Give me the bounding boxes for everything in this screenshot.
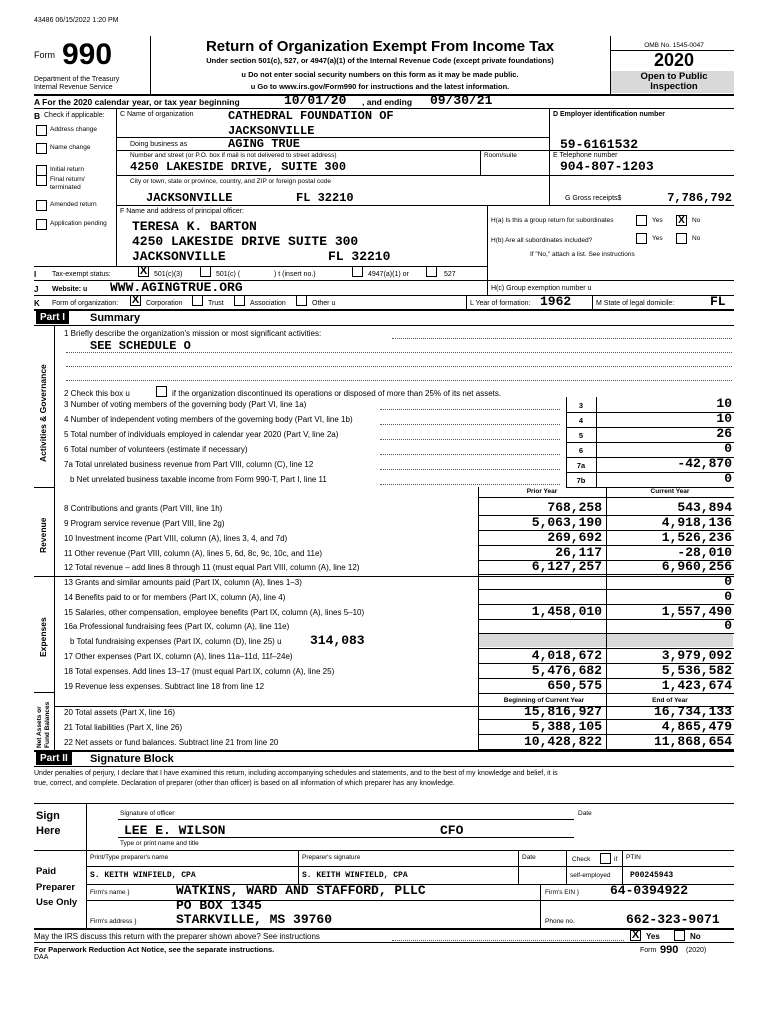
domicile-value: FL bbox=[710, 294, 726, 309]
ha-no-label: No bbox=[692, 217, 701, 224]
group-exemption-label: H(c) Group exemption number u bbox=[491, 285, 592, 292]
gov-row-value: -42,870 bbox=[677, 456, 732, 471]
room-suite-label: Room/suite bbox=[484, 152, 517, 159]
side-net-assets: Net Assets or bbox=[36, 706, 43, 748]
prior-value: 15,816,927 bbox=[523, 704, 602, 719]
current-value: 4,865,479 bbox=[661, 719, 732, 734]
tax-exempt-status-label: Tax-exempt status: bbox=[52, 271, 111, 278]
gov-row-num: 4 bbox=[578, 416, 584, 425]
gov-row-num: 7a bbox=[576, 461, 586, 470]
money-row-desc: 22 Net assets or fund balances. Subtract line 21 from line 20 bbox=[64, 738, 279, 747]
check-b-5[interactable] bbox=[36, 219, 47, 230]
preparer-phone-value: 662-323-9071 bbox=[626, 912, 720, 927]
if-label: if bbox=[614, 856, 618, 863]
preparer-phone-label: Phone no. bbox=[545, 918, 575, 925]
trust-checkbox[interactable] bbox=[192, 295, 203, 306]
b-item-label: Address change bbox=[50, 126, 97, 133]
gov-row-desc: b Net unrelated business taxable income from Form 990-T, Part I, line 11 bbox=[70, 475, 327, 484]
gov-row-value: 10 bbox=[716, 411, 732, 426]
self-employed-label: self-employed bbox=[570, 872, 611, 879]
501c-label: 501(c) ( bbox=[216, 271, 241, 278]
mission-value: SEE SCHEDULE O bbox=[90, 339, 191, 353]
gross-receipts-label: G Gross receipts$ bbox=[565, 195, 622, 202]
org-state-zip: FL 32210 bbox=[296, 191, 354, 205]
dba-label: Doing business as bbox=[130, 141, 188, 148]
hb-note: If "No," attach a list. See instructions bbox=[530, 251, 635, 258]
part-1-label: Part I bbox=[36, 311, 69, 324]
ha-yes-checkbox[interactable] bbox=[636, 215, 647, 226]
firm-address-1: PO BOX 1345 bbox=[176, 898, 262, 913]
line-j-label: J bbox=[34, 285, 39, 294]
officer-name: TERESA K. BARTON bbox=[132, 219, 257, 234]
footer-form-word: Form bbox=[640, 947, 657, 954]
line-k-label: K bbox=[34, 299, 40, 308]
money-row-desc: b Total fundraising expenses (Part IX, column (D), line 25) u bbox=[70, 637, 282, 646]
501c3-label: 501(c)(3) bbox=[154, 271, 183, 278]
org-name-2: JACKSONVILLE bbox=[228, 124, 315, 138]
money-row-desc: 17 Other expenses (Part IX, column (A), lines 11a–11d, 11f–24e) bbox=[64, 652, 293, 661]
ein-value: 59-6161532 bbox=[560, 137, 639, 152]
money-row-desc: 16a Professional fundraising fees (Part IX, column (A), line 11e) bbox=[64, 622, 290, 631]
association-label: Association bbox=[250, 300, 286, 307]
tax-year-begin: 10/01/20 bbox=[284, 93, 347, 108]
current-value: 0 bbox=[724, 618, 732, 633]
here-label: Here bbox=[36, 825, 61, 837]
money-row-desc: 15 Salaries, other compensation, employee benefits (Part IX, column (A), lines 5–10) bbox=[64, 608, 365, 617]
gov-row-desc: 4 Number of independent voting members of the governing body (Part VI, line 1b) bbox=[64, 415, 353, 424]
gov-row-desc: 3 Number of voting members of the governing body (Part VI, line 1a) bbox=[64, 400, 307, 409]
check-self-label: Check bbox=[572, 856, 591, 863]
check-b-4[interactable] bbox=[36, 200, 47, 211]
gross-receipts-value: 7,786,792 bbox=[667, 191, 732, 205]
current-value: -28,010 bbox=[677, 545, 732, 560]
penalty-text-1: Under penalties of perjury, I declare that I have examined this return, including accompanying schedules and statements, and to the best of my knowledge and belief, it is bbox=[34, 770, 558, 777]
4947-label: 4947(a)(1) or bbox=[368, 271, 409, 278]
money-row-desc: 20 Total assets (Part X, line 16) bbox=[64, 708, 176, 717]
gov-row-num: 6 bbox=[578, 446, 584, 455]
preparer-signature-value: S. KEITH WINFIELD, CPA bbox=[302, 871, 408, 880]
current-value: 11,868,654 bbox=[653, 734, 732, 749]
firm-name-value: WATKINS, WARD AND STAFFORD, PLLC bbox=[176, 883, 426, 898]
year-formation-label: L Year of formation: bbox=[470, 300, 531, 307]
b-item-label: Amended return bbox=[50, 201, 97, 208]
officer-state-zip: FL 32210 bbox=[328, 249, 391, 264]
officer-label: F Name and address of principal officer: bbox=[120, 208, 244, 215]
current-value: 1,557,490 bbox=[661, 604, 732, 619]
current-value: 4,918,136 bbox=[661, 515, 732, 530]
hb-yes-checkbox[interactable] bbox=[636, 233, 647, 244]
current-value: 1,526,236 bbox=[661, 530, 732, 545]
4947-checkbox[interactable] bbox=[352, 266, 363, 277]
prior-value: 10,428,822 bbox=[523, 734, 602, 749]
officer-signer-name: LEE E. WILSON bbox=[124, 823, 226, 838]
form-word: Form bbox=[34, 50, 55, 60]
527-checkbox[interactable] bbox=[426, 266, 437, 277]
type-name-title-label: Type or print name and title bbox=[120, 840, 199, 847]
side-activities-governance: Activities & Governance bbox=[38, 364, 48, 462]
form-subtitle: Under section 501(c), 527, or 4947(a)(1) of the Internal Revenue Code (except private foundations) bbox=[206, 56, 554, 65]
current-value: 0 bbox=[724, 589, 732, 604]
side-revenue: Revenue bbox=[38, 517, 48, 553]
prior-value: 1,458,010 bbox=[531, 604, 602, 619]
prior-value: 4,018,672 bbox=[531, 648, 602, 663]
paid-label: Paid bbox=[36, 866, 57, 877]
prior-value: 5,063,190 bbox=[531, 515, 602, 530]
telephone-value: 904-807-1203 bbox=[560, 159, 654, 174]
other-org-checkbox[interactable] bbox=[296, 295, 307, 306]
org-name-1: CATHEDRAL FOUNDATION OF bbox=[228, 109, 394, 123]
ssn-note: u Do not enter social security numbers on this form as it may be made public. bbox=[241, 70, 519, 79]
firm-name-label: Firm's name } bbox=[90, 889, 130, 896]
irs-discuss-question: May the IRS discuss this return with the preparer shown above? See instructions bbox=[34, 932, 320, 941]
ha-yes-label: Yes bbox=[652, 217, 663, 224]
prior-value: 5,476,682 bbox=[531, 663, 602, 678]
sign-label: Sign bbox=[36, 810, 60, 822]
open-public-2: Inspection bbox=[650, 81, 698, 92]
penalty-text-2: true, correct, and complete. Declaration of preparer (other than officer) is based on all information of which preparer has any knowledge. bbox=[34, 780, 455, 787]
firm-ein-label: Firm's EIN } bbox=[545, 889, 580, 896]
current-value: 5,536,582 bbox=[661, 663, 732, 678]
current-value: 3,979,092 bbox=[661, 648, 732, 663]
form-of-org-label: Form of organization: bbox=[52, 300, 119, 307]
signature-officer-label: Signature of officer bbox=[120, 810, 175, 817]
hb-no-label: No bbox=[692, 235, 701, 242]
prior-value: 768,258 bbox=[547, 500, 602, 515]
hb-no-checkbox[interactable] bbox=[676, 233, 687, 244]
side-fund-balances: Fund Balances bbox=[44, 701, 51, 748]
side-expenses: Expenses bbox=[38, 617, 48, 657]
association-checkbox[interactable] bbox=[234, 295, 245, 306]
check-applicable-label: Check if applicable: bbox=[44, 112, 105, 119]
trust-label: Trust bbox=[208, 300, 224, 307]
current-year-header: Current Year bbox=[650, 488, 690, 495]
gov-row-desc: 7a Total unrelated business revenue from Part VIII, column (C), line 12 bbox=[64, 460, 314, 469]
hb-yes-label: Yes bbox=[652, 235, 663, 242]
line-a-label: A For the 2020 calendar year, or tax year beginning bbox=[34, 97, 240, 107]
527-label: 527 bbox=[444, 271, 456, 278]
current-value: 543,894 bbox=[677, 500, 732, 515]
line-1-desc: 1 Briefly describe the organization's mission or most significant activities: bbox=[64, 329, 322, 338]
line-i-label: I bbox=[34, 270, 37, 279]
part-2-label: Part II bbox=[36, 752, 72, 765]
tax-year-big: 2020 bbox=[653, 50, 695, 70]
line-b-label: B bbox=[34, 111, 41, 121]
form-number: 990 bbox=[62, 38, 113, 71]
insert-no-label: ) t (insert no.) bbox=[274, 271, 316, 278]
gov-row-num: 5 bbox=[578, 431, 584, 440]
firm-address-2: STARKVILLE, MS 39760 bbox=[176, 912, 333, 927]
gov-row-desc: 6 Total number of volunteers (estimate if necessary) bbox=[64, 445, 248, 454]
gov-row-num: 7b bbox=[576, 476, 586, 485]
ptin-value: P00245943 bbox=[630, 871, 674, 880]
officer-city: JACKSONVILLE bbox=[132, 249, 226, 264]
prior-value: 26,117 bbox=[555, 545, 602, 560]
tax-year-end: 09/30/21 bbox=[430, 93, 493, 108]
ha-no-checkbox[interactable]: X bbox=[676, 215, 687, 226]
check-b-3[interactable] bbox=[36, 175, 47, 186]
money-row-desc: 12 Total revenue – add lines 8 through 11 (must equal Part VIII, column (A), line 12) bbox=[64, 563, 360, 572]
fundraising-expenses-inline: 314,083 bbox=[310, 633, 365, 648]
eoy-header: End of Year bbox=[652, 697, 688, 704]
prior-year-header: Prior Year bbox=[526, 488, 558, 495]
current-value: 1,423,674 bbox=[661, 678, 732, 693]
firm-ein-value: 64-0394922 bbox=[610, 883, 689, 898]
gov-row-desc: 5 Total number of individuals employed in calendar year 2020 (Part V, line 2a) bbox=[64, 430, 339, 439]
preparer-name-label: Print/Type preparer's name bbox=[90, 854, 169, 861]
501c3-checkbox[interactable]: X bbox=[139, 265, 148, 277]
goto-note: u Go to www.irs.gov/Form990 for instructions and the latest information. bbox=[250, 82, 510, 91]
open-public-1: Open to Public bbox=[640, 71, 708, 82]
street-label: Number and street (or P.O. box if mail is not delivered to street address) bbox=[130, 152, 337, 159]
ha-question: H(a) Is this a group return for subordinates bbox=[491, 217, 614, 224]
preparer-date-label: Date bbox=[522, 854, 536, 861]
gov-row-value: 10 bbox=[716, 396, 732, 411]
org-street: 4250 LAKESIDE DRIVE, SUITE 300 bbox=[130, 160, 347, 174]
501c-checkbox[interactable] bbox=[200, 266, 211, 277]
b-item-label: Application pending bbox=[50, 220, 107, 227]
part-2-title: Signature Block bbox=[90, 753, 174, 765]
check-b-1[interactable] bbox=[36, 143, 47, 154]
gov-row-num: 3 bbox=[578, 401, 584, 410]
firm-address-label: Firm's address } bbox=[90, 918, 137, 925]
current-value: 0 bbox=[724, 574, 732, 589]
preparer-name-value: S. KEITH WINFIELD, CPA bbox=[90, 871, 196, 880]
b-item-label: Initial return bbox=[50, 166, 84, 173]
daa-label: DAA bbox=[34, 954, 49, 961]
corporation-checkbox[interactable]: X bbox=[131, 294, 140, 306]
telephone-label: E Telephone number bbox=[553, 152, 618, 159]
money-row-desc: 10 Investment income (Part VIII, column (A), lines 3, 4, and 7d) bbox=[64, 534, 288, 543]
gov-row-value: 0 bbox=[724, 471, 732, 486]
ein-label: D Employer identification number bbox=[553, 111, 666, 118]
b-item-label: Name change bbox=[50, 144, 91, 151]
form-title: Return of Organization Exempt From Income Tax bbox=[205, 38, 555, 55]
current-value: 6,960,256 bbox=[661, 559, 732, 574]
irs-label: Internal Revenue Service bbox=[34, 84, 113, 91]
officer-signer-title: CFO bbox=[440, 823, 464, 838]
discuss-yes-label: Yes bbox=[646, 932, 660, 941]
print-stamp: 43486 06/15/2022 1:20 PM bbox=[34, 17, 119, 24]
website-value[interactable]: WWW.AGINGTRUE.ORG bbox=[110, 280, 243, 295]
officer-address: 4250 LAKESIDE DRIVE SUITE 300 bbox=[132, 234, 359, 249]
prior-value: 650,575 bbox=[547, 678, 602, 693]
ptin-label: PTIN bbox=[626, 854, 641, 861]
line-2-desc-b: if the organization discontinued its operations or disposed of more than 25% of its net assets. bbox=[172, 389, 502, 398]
preparer-signature-label: Preparer's signature bbox=[302, 854, 361, 861]
money-row-desc: 14 Benefits paid to or for members (Part IX, column (A), line 4) bbox=[64, 593, 286, 602]
corporation-label: Corporation bbox=[146, 300, 183, 307]
prior-value: 5,388,105 bbox=[531, 719, 602, 734]
boy-header: Beginning of Current Year bbox=[503, 697, 585, 704]
domicile-label: M State of legal domicile: bbox=[596, 300, 675, 307]
part-1-title: Summary bbox=[90, 312, 141, 324]
footer-form-year: (2020) bbox=[686, 947, 707, 954]
paperwork-notice: For Paperwork Reduction Act Notice, see the separate instructions. bbox=[34, 945, 275, 954]
footer-form-number: 990 bbox=[660, 944, 679, 956]
preparer-label: Preparer bbox=[36, 882, 76, 893]
other-org-label: Other u bbox=[312, 300, 336, 307]
b-item-label: Final return/ terminated bbox=[50, 176, 85, 191]
use-only-label: Use Only bbox=[36, 897, 78, 908]
dept-treasury: Department of the Treasury bbox=[34, 76, 120, 83]
money-row-desc: 13 Grants and similar amounts paid (Part IX, column (A), lines 1–3) bbox=[64, 578, 302, 587]
sign-date-label: Date bbox=[578, 810, 592, 817]
city-label: City or town, state or province, country, and ZIP or foreign postal code bbox=[130, 178, 331, 185]
website-label: Website: u bbox=[52, 286, 88, 293]
money-row-desc: 11 Other revenue (Part VIII, column (A), lines 5, 6d, 8c, 9c, 10c, and 11e) bbox=[64, 549, 323, 558]
money-row-desc: 18 Total expenses. Add lines 13–17 (must equal Part IX, column (A), line 25) bbox=[64, 667, 335, 676]
discuss-no-label: No bbox=[690, 932, 701, 941]
org-city: JACKSONVILLE bbox=[146, 191, 233, 205]
money-row-desc: 21 Total liabilities (Part X, line 26) bbox=[64, 723, 183, 732]
prior-value: 6,127,257 bbox=[531, 559, 602, 574]
line-2-desc-a: 2 Check this box u bbox=[64, 389, 130, 398]
self-employed-checkbox[interactable] bbox=[600, 853, 611, 864]
omb-number: OMB No. 1545-0047 bbox=[644, 42, 704, 49]
money-row-desc: 9 Program service revenue (Part VIII, line 2g) bbox=[64, 519, 225, 528]
discontinued-checkbox[interactable] bbox=[156, 386, 167, 397]
gov-row-value: 0 bbox=[724, 441, 732, 456]
tax-year-ending-label: , and ending bbox=[362, 97, 413, 107]
gov-row-value: 26 bbox=[716, 426, 732, 441]
discuss-yes-checkbox[interactable]: X bbox=[631, 929, 640, 941]
money-row-desc: 19 Revenue less expenses. Subtract line 18 from line 12 bbox=[64, 682, 265, 691]
org-name-label: C Name of organization bbox=[120, 111, 194, 118]
money-row-desc: 8 Contributions and grants (Part VIII, line 1h) bbox=[64, 504, 223, 513]
hb-question: H(b) Are all subordinates included? bbox=[491, 237, 593, 244]
check-b-0[interactable] bbox=[36, 125, 47, 136]
prior-value: 269,692 bbox=[547, 530, 602, 545]
discuss-no-checkbox[interactable] bbox=[674, 930, 685, 941]
year-formation-value: 1962 bbox=[540, 294, 572, 309]
current-value: 16,734,133 bbox=[653, 704, 732, 719]
dba-value: AGING TRUE bbox=[228, 137, 301, 151]
